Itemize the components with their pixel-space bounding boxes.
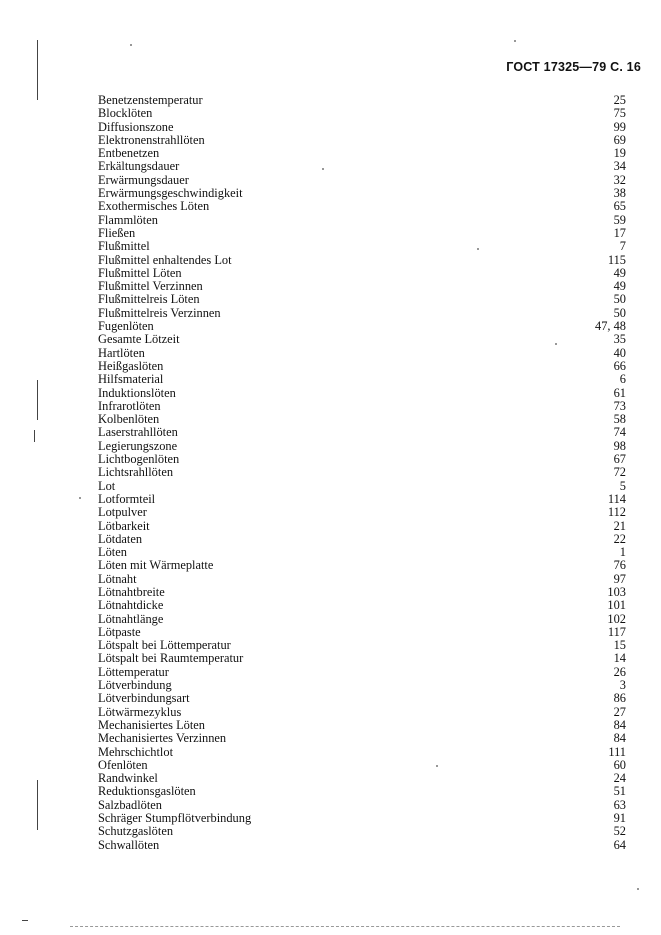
index-term: Lötnaht xyxy=(98,571,137,586)
index-page-number: 63 xyxy=(613,797,626,812)
index-entry xyxy=(98,254,626,267)
index-term: Mechanisiertes Löten xyxy=(98,717,206,732)
index-entry xyxy=(98,107,626,120)
index-term: Infrarotlöten xyxy=(98,398,161,413)
index-term: Flußmittelreis Löten xyxy=(98,292,200,307)
index-entry xyxy=(98,746,626,759)
index-page-number: 24 xyxy=(613,771,626,786)
index-page-number: 99 xyxy=(613,119,626,134)
index-page-number: 86 xyxy=(613,691,626,706)
index-term: Flußmittel enhaltendes Lot xyxy=(98,252,232,267)
index-entry xyxy=(98,174,626,187)
index-term: Mechanisiertes Verzinnen xyxy=(98,731,227,746)
index-term: Schräger Stumpflötverbindung xyxy=(98,811,252,826)
index-term: Erwärmungsdauer xyxy=(98,172,189,187)
index-entry xyxy=(98,506,626,519)
index-term: Erwärmungsgeschwindigkeit xyxy=(98,186,243,201)
index-term: Lötverbindungsart xyxy=(98,691,190,706)
index-entry xyxy=(98,400,626,413)
index-entry xyxy=(98,160,626,173)
index-term: Lötspalt bei Löttemperatur xyxy=(98,638,231,653)
index-page-number: 61 xyxy=(613,385,626,400)
index-term: Flammlöten xyxy=(98,212,158,227)
margin-mark xyxy=(37,40,38,100)
index-entry xyxy=(98,626,626,639)
margin-mark xyxy=(37,380,38,420)
index-term: Hartlöten xyxy=(98,345,145,360)
index-page-number: 97 xyxy=(613,571,626,586)
index-page-number: 98 xyxy=(613,438,626,453)
index-term: Laserstrahllöten xyxy=(98,425,178,440)
index-entry xyxy=(98,533,626,546)
index-page-number: 65 xyxy=(613,199,626,214)
index-page-number: 22 xyxy=(613,531,626,546)
index-term: Blocklöten xyxy=(98,106,153,121)
index-term: Lötnahtdicke xyxy=(98,598,164,613)
index-term: Schwallöten xyxy=(98,837,160,852)
index-term: Gesamte Lötzeit xyxy=(98,332,180,347)
speck xyxy=(436,765,438,767)
index-page-number: 112 xyxy=(607,505,626,520)
index-entry xyxy=(98,639,626,652)
index-term: Löten mit Wärmeplatte xyxy=(98,558,214,573)
index-page-number: 76 xyxy=(613,558,626,573)
index-term: Entbenetzen xyxy=(98,146,160,161)
index-page-number: 91 xyxy=(613,811,626,826)
index-entry xyxy=(98,772,626,785)
index-page-number: 49 xyxy=(613,279,626,294)
index-page-number: 111 xyxy=(608,744,626,759)
index-page-number: 64 xyxy=(613,837,626,852)
index-page-number: 72 xyxy=(613,465,626,480)
index-entry xyxy=(98,480,626,493)
index-entry xyxy=(98,307,626,320)
index-page-number: 32 xyxy=(613,172,626,187)
margin-mark xyxy=(37,780,38,830)
index-page-number: 50 xyxy=(613,305,626,320)
index-term: Kolbenlöten xyxy=(98,412,160,427)
index-entry xyxy=(98,613,626,626)
index-term: Lötwärmezyklus xyxy=(98,704,182,719)
speck xyxy=(637,888,639,890)
index-entry xyxy=(98,214,626,227)
page-header: ГОСТ 17325—79 С. 16 xyxy=(506,60,641,74)
speck xyxy=(322,168,324,170)
index-term: Induktionslöten xyxy=(98,385,176,400)
index-entry xyxy=(98,679,626,692)
index-entry xyxy=(98,520,626,533)
speck xyxy=(555,343,557,345)
index-entry xyxy=(98,785,626,798)
speck xyxy=(79,497,81,499)
index-page-number: 5 xyxy=(619,478,626,493)
index-page-number: 75 xyxy=(613,106,626,121)
bottom-rule xyxy=(70,926,620,927)
index-page-number: 84 xyxy=(613,717,626,732)
index-term: Fließen xyxy=(98,225,136,240)
index-entry xyxy=(98,134,626,147)
index-entry xyxy=(98,666,626,679)
index-term: Heißgaslöten xyxy=(98,358,164,373)
index-entry xyxy=(98,599,626,612)
speck xyxy=(477,248,479,250)
index-entry xyxy=(98,227,626,240)
index-page-number: 50 xyxy=(613,292,626,307)
index-entry xyxy=(98,546,626,559)
speck xyxy=(514,40,516,42)
index-entry xyxy=(98,280,626,293)
index-entry xyxy=(98,347,626,360)
index-page-number: 59 xyxy=(613,212,626,227)
index-page-number: 19 xyxy=(613,146,626,161)
index-term: Lötverbindung xyxy=(98,678,172,693)
index-page-number: 14 xyxy=(613,651,626,666)
index-page-number: 69 xyxy=(613,132,626,147)
index-term: Flußmittel xyxy=(98,239,150,254)
index-entry xyxy=(98,799,626,812)
index-entry xyxy=(98,759,626,772)
index-page-number: 66 xyxy=(613,358,626,373)
index-page-number: 49 xyxy=(613,265,626,280)
index-entry xyxy=(98,267,626,280)
index-entry xyxy=(98,812,626,825)
index-entry xyxy=(98,559,626,572)
index-entry xyxy=(98,440,626,453)
index-term: Lötpaste xyxy=(98,624,141,639)
index-term: Flußmittel Verzinnen xyxy=(98,279,203,294)
index-term: Löten xyxy=(98,545,127,560)
index-page-number: 25 xyxy=(613,93,626,107)
index-page-number: 84 xyxy=(613,731,626,746)
index-page-number: 7 xyxy=(619,239,626,254)
index-entry xyxy=(98,586,626,599)
index-entry xyxy=(98,147,626,160)
index-term: Löttemperatur xyxy=(98,664,169,679)
index-term: Schutzgaslöten xyxy=(98,824,174,839)
index-page-number: 60 xyxy=(613,757,626,772)
index-entry xyxy=(98,360,626,373)
index-page-number: 74 xyxy=(613,425,626,440)
index-entry xyxy=(98,719,626,732)
index-page-number: 6 xyxy=(619,372,626,387)
index-page-number: 101 xyxy=(607,598,626,613)
index-page-number: 73 xyxy=(613,398,626,413)
index-term: Benetzenstemperatur xyxy=(98,93,203,107)
index-term: Diffusionszone xyxy=(98,119,174,134)
index-page-number: 27 xyxy=(613,704,626,719)
index-entry xyxy=(98,839,626,852)
index-term: Lötbarkeit xyxy=(98,518,150,533)
index-page-number: 35 xyxy=(613,332,626,347)
index-term: Lot xyxy=(98,478,116,493)
index-entry xyxy=(98,293,626,306)
index-entry xyxy=(98,333,626,346)
index-term: Lichtbogenlöten xyxy=(98,452,180,467)
index-term: Fugenlöten xyxy=(98,319,154,334)
index-entry xyxy=(98,453,626,466)
index-page-number: 103 xyxy=(607,584,626,599)
index-page-number: 115 xyxy=(607,252,626,267)
index-term: Lichtsrahllöten xyxy=(98,465,174,480)
index-page-number: 58 xyxy=(613,412,626,427)
index-entry xyxy=(98,493,626,506)
index-entry xyxy=(98,240,626,253)
index-page-number: 52 xyxy=(613,824,626,839)
index-entry xyxy=(98,121,626,134)
index-page-number: 102 xyxy=(607,611,626,626)
index-term: Ofenlöten xyxy=(98,757,148,772)
index-page-number: 40 xyxy=(613,345,626,360)
index-term: Lötnahtlänge xyxy=(98,611,164,626)
index-list xyxy=(98,94,626,852)
index-page-number: 47, 48 xyxy=(595,319,626,334)
index-term: Salzbadlöten xyxy=(98,797,162,812)
index-page-number: 67 xyxy=(613,452,626,467)
index-term: Erkältungsdauer xyxy=(98,159,180,174)
index-entry xyxy=(98,373,626,386)
index-page-number: 38 xyxy=(613,186,626,201)
index-entry xyxy=(98,94,626,107)
index-entry xyxy=(98,466,626,479)
index-term: Hilfsmaterial xyxy=(98,372,164,387)
index-term: Lötspalt bei Raumtemperatur xyxy=(98,651,244,666)
index-page-number: 17 xyxy=(613,225,626,240)
index-page-number: 117 xyxy=(607,624,626,639)
index-entry xyxy=(98,692,626,705)
index-entry xyxy=(98,387,626,400)
index-entry xyxy=(98,825,626,838)
index-page-number: 21 xyxy=(613,518,626,533)
index-page-number: 1 xyxy=(619,545,626,560)
index-page-number: 51 xyxy=(613,784,626,799)
index-entry xyxy=(98,426,626,439)
index-page-number: 26 xyxy=(613,664,626,679)
index-entry xyxy=(98,200,626,213)
index-term: Lotformteil xyxy=(98,491,156,506)
index-term: Elektronenstrahllöten xyxy=(98,132,205,147)
index-term: Lötnahtbreite xyxy=(98,584,165,599)
index-entry xyxy=(98,187,626,200)
index-entry xyxy=(98,320,626,333)
index-term: Legierungszone xyxy=(98,438,178,453)
index-entry xyxy=(98,573,626,586)
index-page-number: 15 xyxy=(613,638,626,653)
index-term: Lotpulver xyxy=(98,505,147,520)
index-term: Reduktionsgaslöten xyxy=(98,784,196,799)
index-term: Lötdaten xyxy=(98,531,143,546)
index-term: Flußmittelreis Verzinnen xyxy=(98,305,221,320)
speck xyxy=(130,44,132,46)
index-page-number: 114 xyxy=(607,491,626,506)
index-term: Flußmittel Löten xyxy=(98,265,182,280)
index-term: Randwinkel xyxy=(98,771,158,786)
index-page-number: 3 xyxy=(619,678,626,693)
margin-mark xyxy=(34,430,35,442)
index-entry xyxy=(98,413,626,426)
index-entry xyxy=(98,706,626,719)
index-term: Exothermisches Löten xyxy=(98,199,210,214)
index-entry xyxy=(98,732,626,745)
index-entry xyxy=(98,652,626,665)
margin-mark xyxy=(22,920,28,921)
index-term: Mehrschichtlot xyxy=(98,744,174,759)
index-page-number: 34 xyxy=(613,159,626,174)
